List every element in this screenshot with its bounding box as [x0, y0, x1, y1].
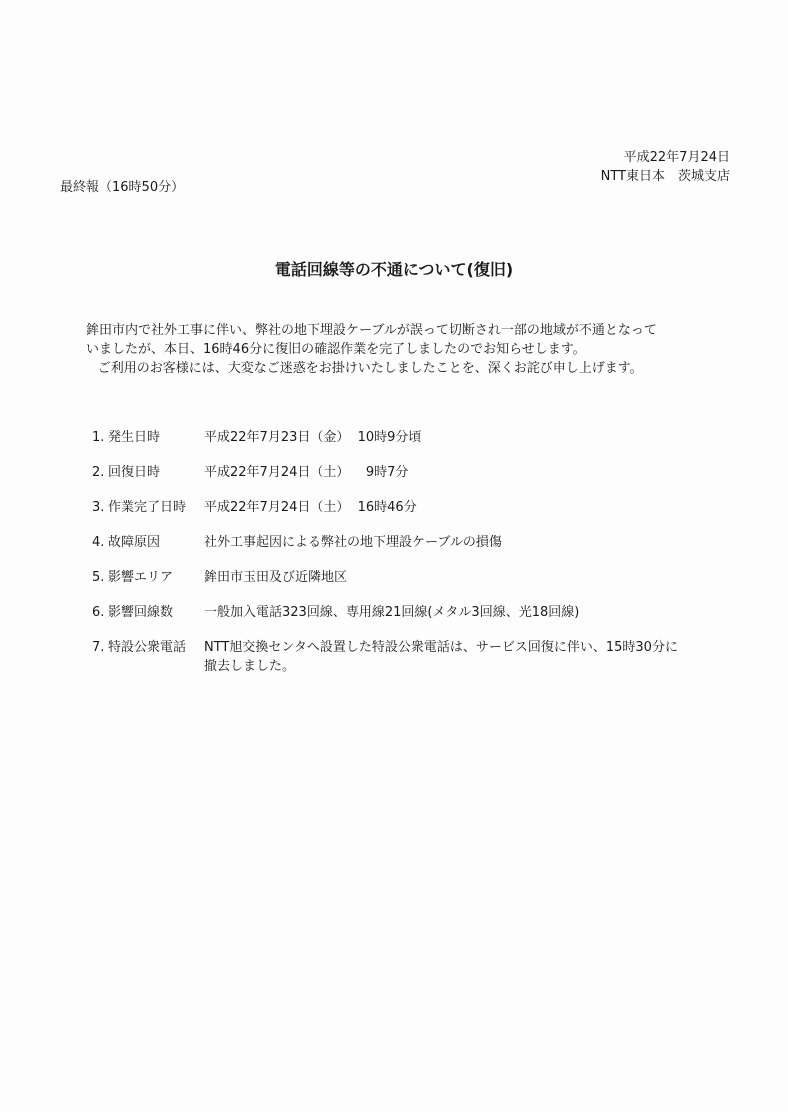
item-number: 5. — [92, 570, 105, 585]
intro-line-3: ご利用のお客様には、大変なご迷惑をお掛けいたしましたことを、深くお詫び申し上げます。 — [97, 361, 643, 376]
item-value: 鉾田市玉田及び近隣地区 — [204, 570, 348, 585]
intro-text — [86, 321, 736, 378]
item-number: 2. — [92, 465, 105, 480]
item-label: 回復日時 — [108, 465, 161, 480]
intro-line-2: いましたが、本日、16時46分に復旧の確認作業を完了しましたのでお知らせします。 — [86, 342, 586, 357]
item-label: 特設公衆電話 — [108, 640, 187, 655]
list-item — [92, 603, 732, 622]
item-number: 7. — [92, 640, 105, 655]
item-label: 故障原因 — [108, 535, 161, 550]
document-header — [601, 148, 730, 186]
detail-list — [92, 428, 732, 676]
item-label: 影響エリア — [108, 570, 174, 585]
list-item — [92, 568, 732, 587]
item-label: 作業完了日時 — [108, 500, 187, 515]
item-value: 平成22年7月23日（金） 10時9分頃 — [204, 430, 422, 445]
document-title: 電話回線等の不通について(復旧) — [274, 260, 514, 279]
issue-date: 平成22年7月24日 — [623, 150, 730, 165]
item-value: 平成22年7月24日（土） 9時7分 — [204, 465, 409, 480]
issuer-name: NTT東日本 茨城支店 — [600, 169, 730, 184]
item-value: 平成22年7月24日（土） 16時46分 — [204, 500, 417, 515]
item-number: 6. — [92, 605, 105, 620]
item-number: 3. — [92, 500, 105, 515]
item-number: 1. — [92, 430, 105, 445]
list-item — [92, 463, 732, 482]
list-item — [92, 428, 732, 447]
item-value: 一般加入電話323回線、専用線21回線(メタル3回線、光18回線) — [204, 605, 580, 620]
list-item — [92, 498, 732, 517]
item-label: 発生日時 — [108, 430, 161, 445]
report-status: 最終報（16時50分） — [60, 180, 185, 195]
list-item — [92, 638, 732, 676]
list-item — [92, 533, 732, 552]
item-value: 社外工事起因による弊社の地下埋設ケーブルの損傷 — [204, 535, 502, 550]
intro-line-1: 鉾田市内で社外工事に伴い、弊社の地下埋設ケーブルが誤って切断され一部の地域が不通となって — [86, 323, 657, 338]
item-value: NTT旭交換センタへ設置した特設公衆電話は、サービス回復に伴い、15時30分に 撤去しました。 — [204, 640, 678, 674]
item-label: 影響回線数 — [108, 605, 174, 620]
item-number: 4. — [92, 535, 105, 550]
